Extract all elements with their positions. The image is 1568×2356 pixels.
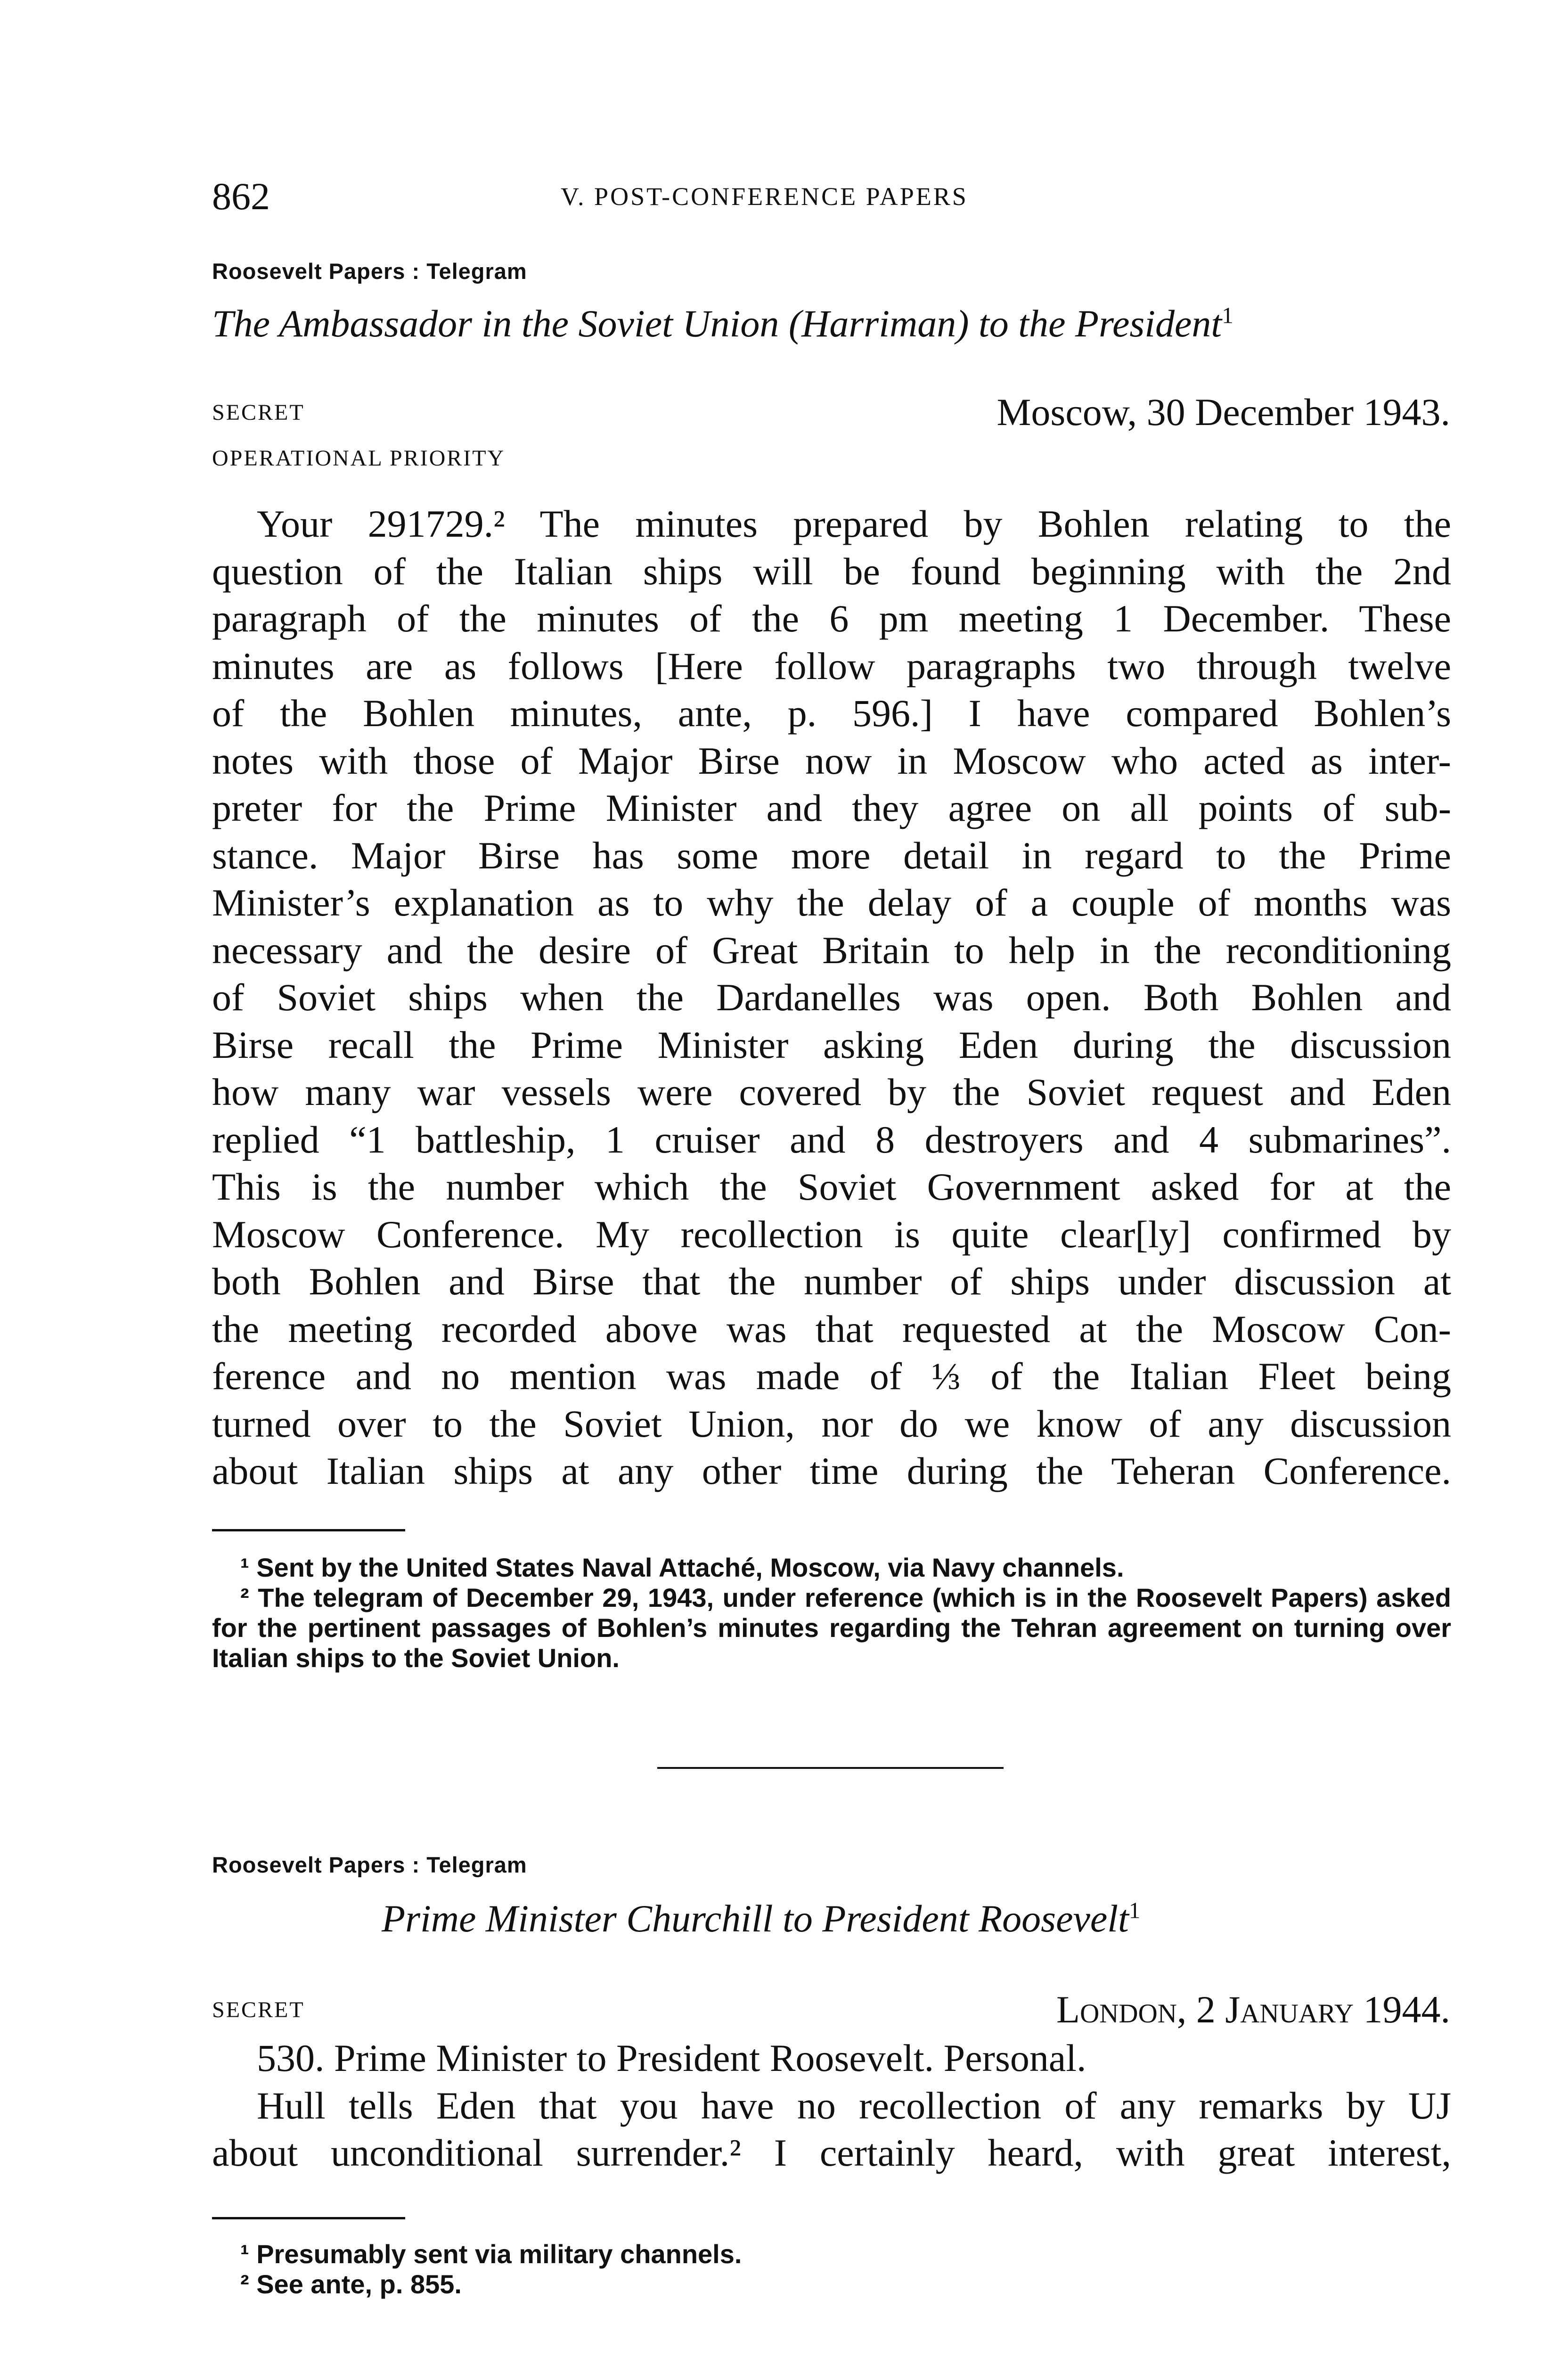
doc1-body-line: stance. Major Birse has some more detail in regard to the Prime [212,834,1451,877]
section-divider [657,1767,1004,1769]
doc2-body [212,2035,1451,2177]
doc2-title-text: Prime Minister Churchill to President Roosevelt [382,1897,1129,1940]
footnote: ² The telegram of December 29, 1943, under reference (which is in the Roosevelt Papers) asked for the pertinent passages of Bohlen’s minutes regarding the Tehran agreement on turning over Italian ships to the Soviet Union. [212,1583,1451,1673]
doc1-body-line: This is the number which the Soviet Government asked for at the [212,1165,1451,1208]
doc2-body-line: 530. Prime Minister to President Roosevelt. Personal. [257,2037,1086,2079]
doc1-priority: OPERATIONAL PRIORITY [212,446,506,471]
doc1-body-line: replied “1 battleship, 1 cruiser and 8 destroyers and 4 submarines”. [212,1118,1451,1161]
doc1-title-note: 1 [1222,302,1233,328]
running-title: V. POST-CONFERENCE PAPERS [561,182,968,211]
running-head [212,174,1131,221]
doc1-body-line: minutes are as follows [Here follow paragraphs two through twelve [212,644,1451,687]
doc2-footnotes [212,2239,1451,2299]
doc1-body-line: paragraph of the minutes of the 6 pm meeting 1 December. These [212,597,1451,640]
doc1-title-text: The Ambassador in the Soviet Union (Harriman) to the President [212,302,1222,345]
doc2-classification: SECRET [212,1997,305,2022]
doc1-footnotes [212,1553,1451,1673]
doc2-title-note: 1 [1128,1897,1141,1923]
doc2-source: Roosevelt Papers : Telegram [212,1852,527,1877]
doc1-body [212,500,1451,1495]
footnote: ² See ante, p. 855. [240,2269,462,2299]
doc1-body-line: turned over to the Soviet Union, nor do we know of any discussion [212,1402,1451,1445]
footnote: ¹ Sent by the United States Naval Attaché, Moscow, via Navy channels. [240,1553,1124,1582]
doc1-body-line: of the Bohlen minutes, ante, p. 596.] I have compared Bohlen’s [212,692,1451,735]
doc1-body-line: of Soviet ships when the Dardanelles was open. Both Bohlen and [212,976,1451,1019]
doc1-body-line: notes with those of Major Birse now in Moscow who acted as inter- [212,739,1451,782]
doc1-dateline: Moscow, 30 December 1943. [996,391,1450,434]
doc1-body-line: Your 291729.² The minutes prepared by Bohlen relating to the [257,502,1451,545]
doc1-body-line: necessary and the desire of Great Britain to help in the reconditioning [212,928,1451,972]
page-number: 862 [212,175,270,218]
doc1-body-line: the meeting recorded above was that requested at the Moscow Con- [212,1307,1451,1350]
doc1-body-line: how many war vessels were covered by the Soviet request and Eden [212,1071,1451,1113]
doc1-body-line: Birse recall the Prime Minister asking Eden during the discussion [212,1023,1451,1066]
footnote-rule [212,2217,405,2219]
doc1-source: Roosevelt Papers : Telegram [212,259,527,284]
doc1-classification: SECRET [212,400,305,425]
footnote: ¹ Presumably sent via military channels. [240,2239,742,2269]
doc2-body-line: Hull tells Eden that you have no recollection of any remarks by UJ [257,2084,1451,2127]
doc1-body-line: Minister’s explanation as to why the delay of a couple of months was [212,881,1451,924]
doc1-body-line: both Bohlen and Birse that the number of ships under discussion at [212,1260,1451,1303]
doc2-dateline: London, 2 January 1944. [1056,1988,1450,2031]
footnote-rule [212,1529,405,1531]
doc1-body-line: about Italian ships at any other time during the Teheran Conference. [212,1449,1451,1492]
doc2-body-line: about unconditional surrender.² I certainly heard, with great interest, [212,2131,1451,2174]
doc1-body-line: preter for the Prime Minister and they agree on all points of sub- [212,786,1451,829]
doc1-body-line: ference and no mention was made of ⅓ of the Italian Fleet being [212,1355,1451,1398]
doc1-body-line: Moscow Conference. My recollection is quite clear[ly] confirmed by [212,1212,1451,1256]
doc1-body-line: question of the Italian ships will be found beginning with the 2nd [212,549,1451,593]
doc1-title [212,302,1233,346]
doc2-title [382,1897,1140,1941]
